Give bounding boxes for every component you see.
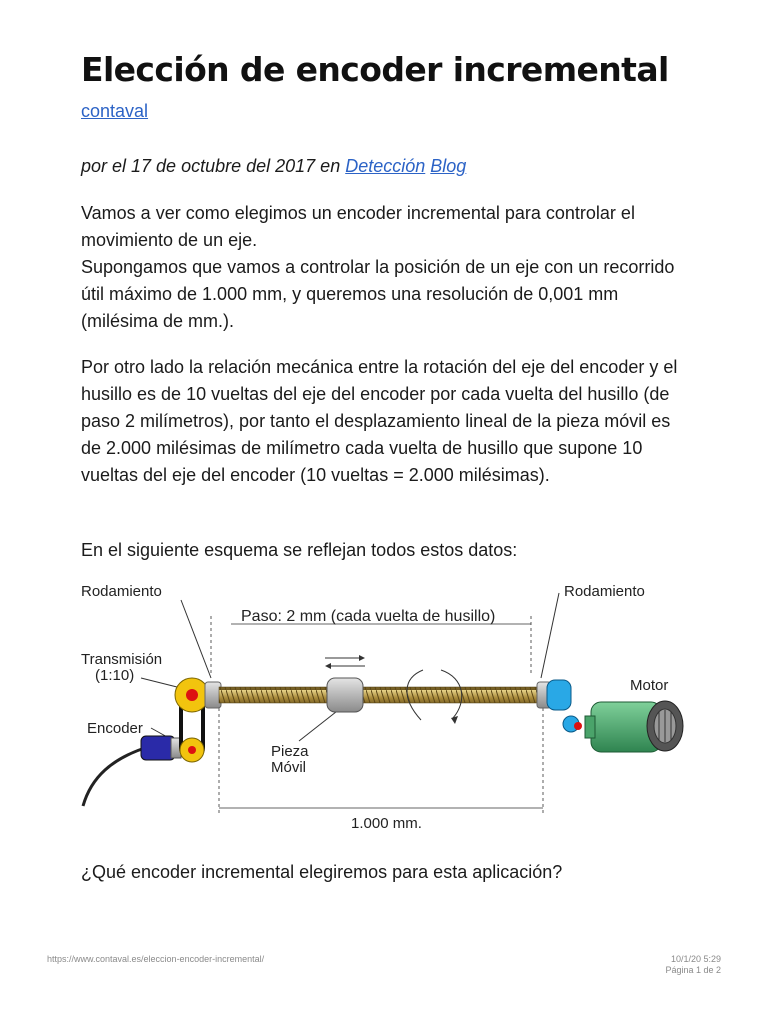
- pulley-large-center: [186, 689, 198, 701]
- label-encoder: Encoder: [87, 720, 143, 737]
- arrow-left-head: [325, 663, 331, 669]
- paragraph-mechanics: Por otro lado la relación mecánica entre la rotación del eje del encoder y el husillo es de 10 vueltas del eje del encoder por cada vuelta del husillo (de paso 2 milímetros), por tanto el desplazamiento lineal de la pieza móvil es de 2.000 milésimas de milímetro cada vuelta de husillo que supone 10 vueltas del eje del encoder (10 vueltas = 2.000 milésimas).: [81, 357, 678, 485]
- pointer-bearing-left: [181, 600, 211, 678]
- footer-url: https://www.contaval.es/eleccion-encoder-incremental/: [47, 954, 265, 964]
- pulley-small-center: [188, 746, 196, 754]
- encoder-scheme-svg: [81, 578, 701, 838]
- post-meta-prefix: por el 17 de octubre del 2017 en: [81, 156, 341, 176]
- post-meta: [81, 156, 466, 177]
- label-piece: Pieza: [271, 743, 309, 760]
- footer-date: 10/1/20 5:29: [670, 954, 721, 964]
- paragraph-scheme-intro: En el siguiente esquema se reflejan todos estos datos:: [81, 540, 518, 560]
- category-link-deteccion[interactable]: Detección: [345, 156, 426, 176]
- author-link[interactable]: contaval: [81, 101, 149, 121]
- category-link-blog[interactable]: Blog: [430, 156, 467, 176]
- rotation-arrow-head: [451, 716, 458, 724]
- motor-shaft: [585, 716, 595, 738]
- page-title: Elección de encoder incremental: [81, 50, 669, 89]
- label-piece-mobile: Móvil: [271, 759, 307, 776]
- label-transmission: Transmisión: [81, 651, 163, 668]
- pointer-bearing-right: [541, 593, 559, 678]
- pointer-transmission: [141, 678, 181, 688]
- arrow-right-head: [359, 655, 365, 661]
- label-length: 1.000 mm.: [351, 815, 422, 832]
- footer-page-number: Página 1 de 2: [665, 965, 721, 975]
- moving-piece: [327, 678, 363, 712]
- encoder-scheme-diagram: [81, 578, 701, 838]
- encoder-body: [141, 736, 175, 760]
- label-bearing-right: Rodamiento: [564, 583, 645, 600]
- bearing-left: [205, 682, 221, 708]
- label-bearing-left: Rodamiento: [81, 583, 162, 600]
- footer-date-block: [665, 954, 721, 976]
- coupling: [547, 680, 571, 710]
- paragraph-intro: Vamos a ver como elegimos un encoder incremental para controlar el movimiento de un eje. Supongamos que vamos a controlar la posición de un eje con un recorrido útil máximo de 1.000 mm, y queremos una resolución de 0,001 mm (milésima de mm.).: [81, 203, 675, 331]
- paragraph-question: ¿Qué encoder incremental elegiremos para esta aplicación?: [81, 862, 563, 882]
- coupling-center: [574, 722, 582, 730]
- label-transmission-ratio: (1:10): [95, 667, 135, 684]
- spindle: [219, 687, 539, 703]
- label-motor: Motor: [630, 677, 669, 694]
- label-pitch: Paso: 2 mm (cada vuelta de husillo): [241, 608, 496, 625]
- pointer-piece: [299, 708, 341, 741]
